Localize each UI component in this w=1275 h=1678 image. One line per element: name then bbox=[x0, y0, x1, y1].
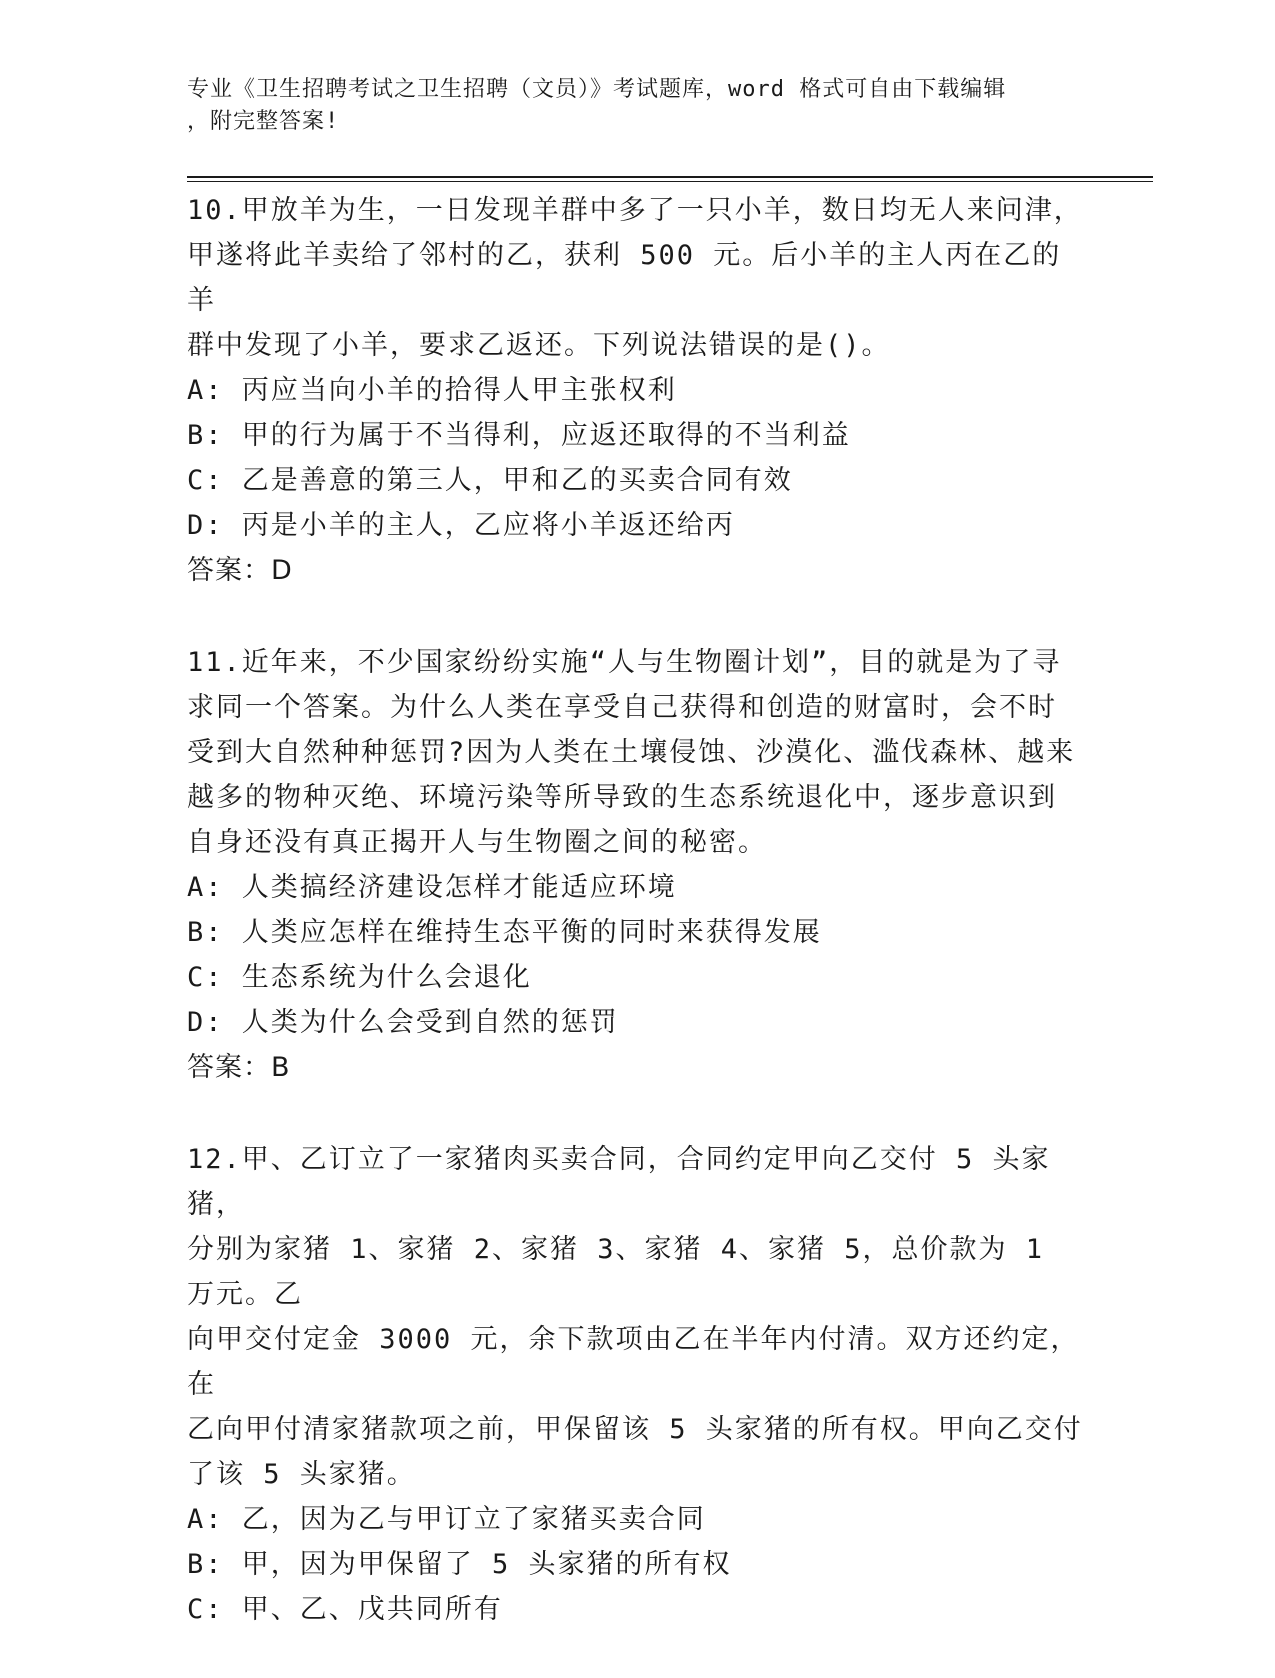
question-12 bbox=[187, 1137, 1087, 1632]
question-stem bbox=[187, 188, 1087, 368]
option-c: C: 乙是善意的第三人，甲和乙的买卖合同有效 bbox=[187, 465, 793, 496]
header-divider-thin bbox=[187, 181, 1153, 182]
option-b: B: 甲，因为甲保留了 5 头家猪的所有权 bbox=[187, 1549, 732, 1580]
option-d: D: 人类为什么会受到自然的惩罚 bbox=[187, 1007, 619, 1038]
stem-line: 乙向甲付清家猪款项之前，甲保留该 5 头家猪的所有权。甲向乙交付 bbox=[187, 1414, 1083, 1445]
question-stem bbox=[187, 640, 1087, 865]
answer-line: 答案：B bbox=[187, 1052, 291, 1083]
stem-line: 越多的物种灭绝、环境污染等所导致的生态系统退化中，逐步意识到 bbox=[187, 782, 1057, 813]
question-11 bbox=[187, 640, 1087, 1091]
stem-line: 10.甲放羊为生，一日发现羊群中多了一只小羊，数日均无人来问津， bbox=[187, 195, 1083, 226]
document-header bbox=[187, 74, 1067, 138]
stem-line: 甲遂将此羊卖给了邻村的乙，获利 500 元。后小羊的主人丙在乙的羊 bbox=[187, 240, 1062, 316]
option-b: B: 甲的行为属于不当得利，应返还取得的不当利益 bbox=[187, 420, 851, 451]
answer-line: 答案：D bbox=[187, 555, 293, 586]
stem-line: 向甲交付定金 3000 元，余下款项由乙在半年内付清。双方还约定，在 bbox=[187, 1324, 1080, 1400]
option-c: C: 甲、乙、戊共同所有 bbox=[187, 1594, 503, 1625]
option-c: C: 生态系统为什么会退化 bbox=[187, 962, 532, 993]
question-10 bbox=[187, 188, 1087, 594]
header-title-line: 专业《卫生招聘考试之卫生招聘（文员）》考试题库，word 格式可自由下载编辑 bbox=[187, 77, 1007, 102]
stem-line: 群中发现了小羊，要求乙返还。下列说法错误的是()。 bbox=[187, 330, 891, 361]
option-a: A: 丙应当向小羊的拾得人甲主张权利 bbox=[187, 375, 677, 406]
option-a: A: 乙，因为乙与甲订立了家猪买卖合同 bbox=[187, 1504, 706, 1535]
option-b: B: 人类应怎样在维持生态平衡的同时来获得发展 bbox=[187, 917, 822, 948]
stem-line: 了该 5 头家猪。 bbox=[187, 1459, 416, 1490]
header-subtitle-line: ，附完整答案! bbox=[187, 109, 340, 134]
stem-line: 受到大自然种种惩罚?因为人类在土壤侵蚀、沙漠化、滥伐森林、越来 bbox=[187, 737, 1076, 768]
stem-line: 求同一个答案。为什么人类在享受自己获得和创造的财富时，会不时 bbox=[187, 692, 1057, 723]
option-d: D: 丙是小羊的主人，乙应将小羊返还给丙 bbox=[187, 510, 735, 541]
stem-line: 11.近年来，不少国家纷纷实施“人与生物圈计划”，目的就是为了寻 bbox=[187, 647, 1062, 678]
stem-line: 自身还没有真正揭开人与生物圈之间的秘密。 bbox=[187, 827, 767, 858]
question-list bbox=[187, 188, 1087, 1678]
stem-line: 分别为家猪 1、家猪 2、家猪 3、家猪 4、家猪 5，总价款为 1 万元。乙 bbox=[187, 1234, 1045, 1310]
stem-line: 12.甲、乙订立了一家猪肉买卖合同，合同约定甲向乙交付 5 头家猪， bbox=[187, 1144, 1051, 1220]
header-divider-thick bbox=[187, 176, 1153, 178]
question-stem bbox=[187, 1137, 1087, 1497]
option-a: A: 人类搞经济建设怎样才能适应环境 bbox=[187, 872, 677, 903]
